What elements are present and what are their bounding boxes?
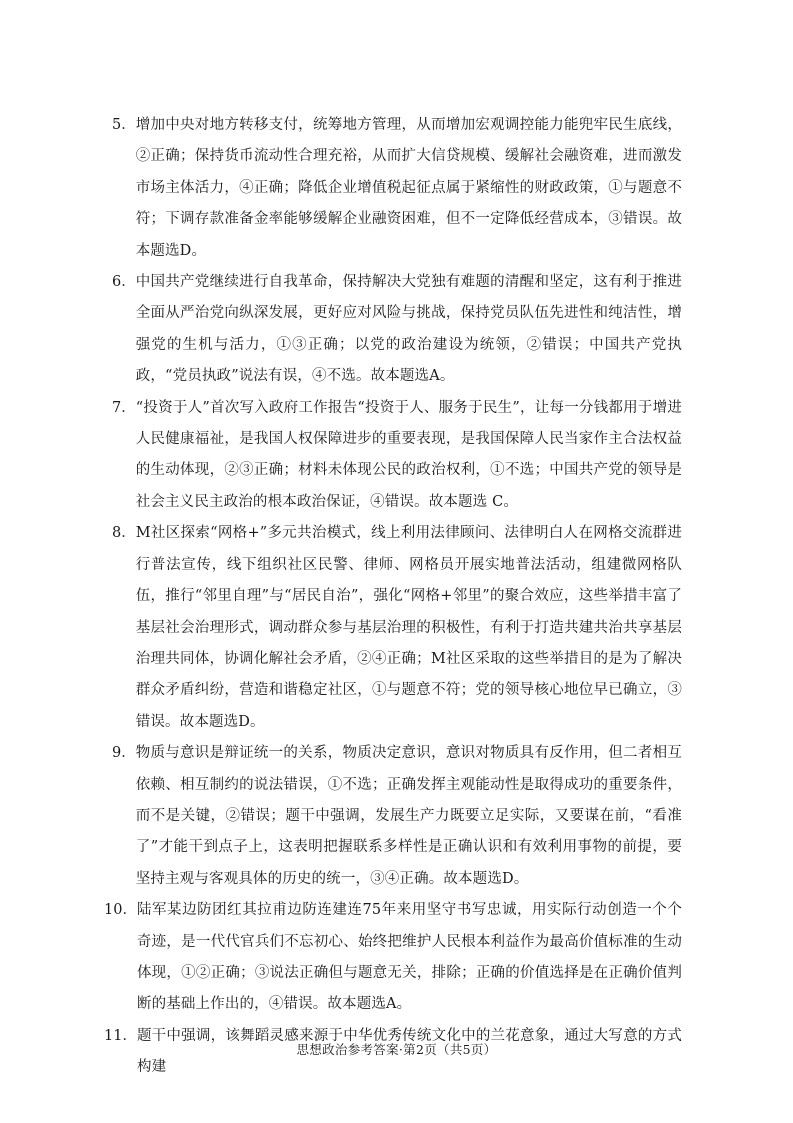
answer-item-8: [112, 518, 682, 738]
item-number: 6．: [112, 274, 136, 291]
answer-item-6: [112, 267, 682, 393]
page-footer: 思想政治参考答案·第2页（共5页）: [296, 1042, 497, 1057]
answer-item-9: [112, 738, 682, 895]
item-number: 10．: [104, 902, 137, 919]
answer-item-5: [112, 110, 682, 267]
item-text: 题干中强调，该舞蹈灵感来源于中华优秀传统文化中的兰花意象，通过大写意的方式构建: [136, 1027, 682, 1076]
answer-item-7: [112, 393, 682, 519]
item-text: 增加中央对地方转移支付，统筹地方管理，从而增加宏观调控能力能兜牢民生底线，②正确；保持货币流动性合理充裕，从而扩大信贷规模、缓解社会融资难，进而激发市场主体活力，④正确；降低企业增值税起征点属于紧缩性的财政政策，①与题意不符；下调存款准备金率能够缓解企业融资困难，但不一定降低经营成本，③错误。故本题选D。: [135, 117, 682, 259]
item-number: 11．: [104, 1027, 137, 1044]
item-text: “投资于人”首次写入政府工作报告“投资于人、服务于民生”，让每一分钱都用于增进人民健康福祉，是我国人权保障进步的重要表现，是我国保障人民当家作主合法权益的生动体现，②③正确；材料未体现公民的政治权利，①不选；中国共产党的领导是社会主义民主政治的根本政治保证，④错误。故本题选 C。: [135, 399, 682, 510]
item-text: 物质与意识是辩证统一的关系，物质决定意识，意识对物质具有反作用，但二者相互依赖、相互制约的说法错误，①不选；正确发挥主观能动性是取得成功的重要条件，而不是关键，②错误；题干中强调，发展生产力既要立足实际，又要谋在前，“看准了”才能干到点子上，这表明把握联系多样性是正确认识和有效利用事物的前提，要坚持主观与客观具体的历史的统一，③④正确。故本题选D。: [135, 745, 682, 887]
item-text: 陆军某边防团红其拉甫边防连建连75年来用坚守书写忠诚，用实际行动创造一个个奇迹，是一代代官兵们不忘初心、始终把维护人民根本利益作为最高价值标准的生动体现，①②正确；③说法正确但与题意无关，排除；正确的价值选择是在正确价值判断的基础上作出的，④错误。故本题选A。: [136, 902, 682, 1013]
item-text: 中国共产党继续进行自我革命，保持解决大党独有难题的清醒和坚定，这有利于推进全面从严治党向纵深发展，更好应对风险与挑战，保持党员队伍先进性和纯洁性，增强党的生机与活力，①③正确；以党的政治建设为统领，②错误；中国共产党执政，“党员执政”说法有误，④不选。故本题选A。: [135, 274, 682, 385]
item-number: 8．: [112, 525, 136, 542]
answer-item-10: [104, 895, 682, 1021]
item-number: 7．: [112, 399, 136, 416]
item-number: 9．: [112, 745, 136, 762]
answer-list: [104, 110, 682, 1084]
item-text: M社区探索“网格+”多元共治模式，线上利用法律顾问、法律明白人在网格交流群进行普法宣传，线下组织社区民警、律师、网格员开展实地普法活动，组建微网格队伍，推行“邻里自理”与“居民自治”，强化“网格+邻里”的聚合效应，这些举措丰富了基层社会治理形式，调动群众参与基层治理的积极性，有利于打造共建共治共享基层治理共同体，协调化解社会矛盾，②④正确；M社区采取的这些举措目的是为了解决群众矛盾纠纷，营造和谐稳定社区，①与题意不符；党的领导核心地位早已确立，③错误。故本题选D。: [135, 525, 682, 730]
item-number: 5．: [112, 117, 136, 133]
